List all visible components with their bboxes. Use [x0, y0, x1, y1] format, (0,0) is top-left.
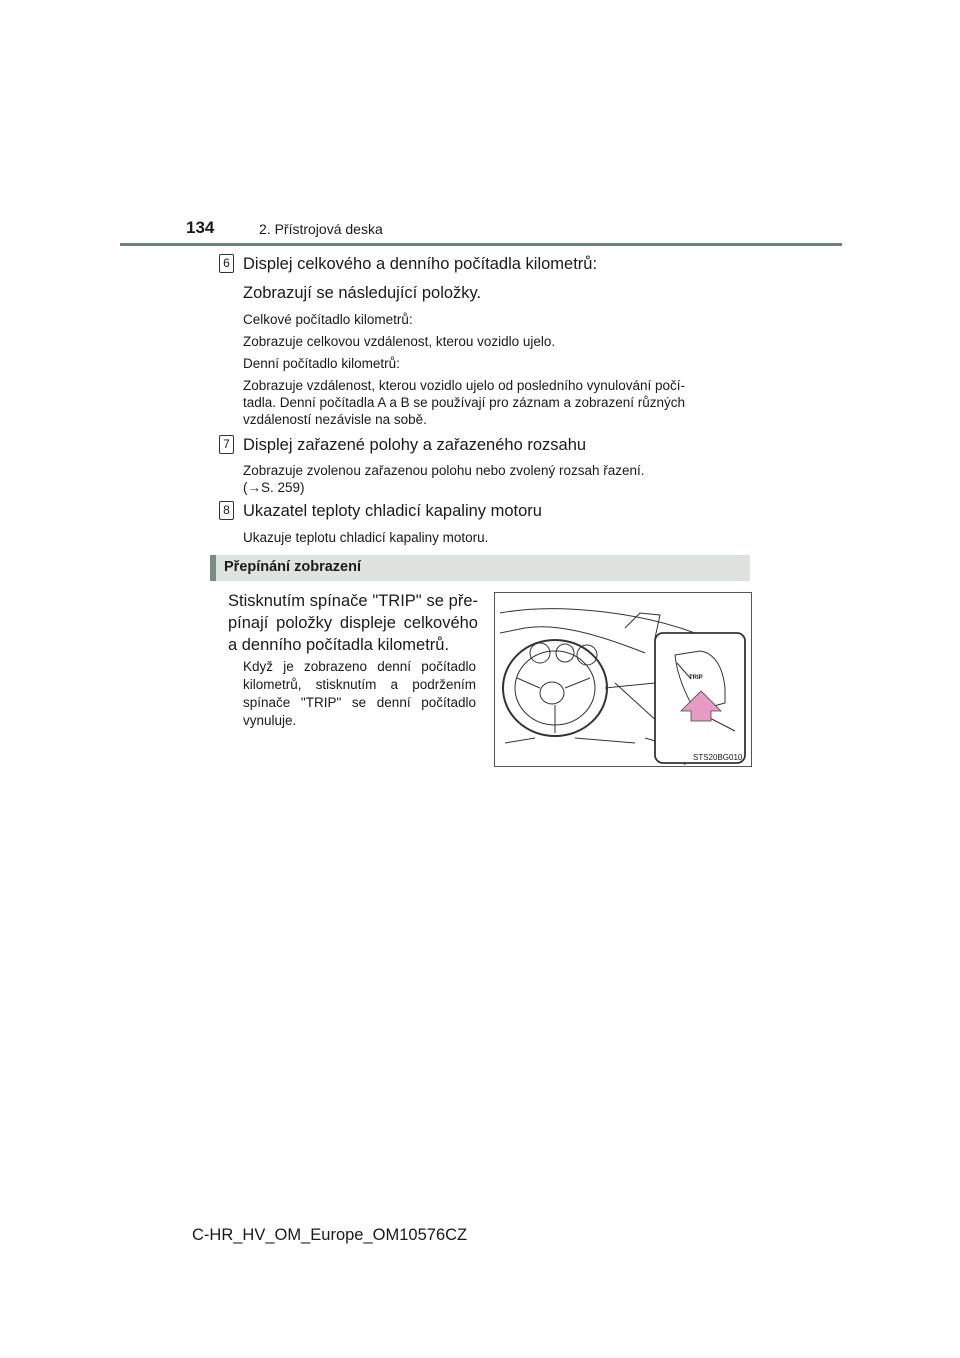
trip-button-label: TRIP — [689, 675, 703, 681]
note-line-4: vynuluje. — [243, 713, 297, 728]
item-badge-6: 6 — [219, 254, 234, 273]
section-title: Přepínání zobrazení — [224, 559, 361, 575]
page-number: 134 — [186, 218, 215, 237]
lead-line-1: Stisknutím spínače "TRIP" se pře- — [228, 592, 478, 610]
para-odometer-label: Celkové počítadlo kilometrů: — [243, 312, 413, 327]
para-shift-ref: (→S. 259) — [243, 480, 305, 495]
item-badge-8: 8 — [219, 501, 234, 520]
footer-doc-id: C-HR_HV_OM_Europe_OM10576CZ — [192, 1226, 468, 1244]
item-badge-7: 7 — [219, 435, 234, 454]
dashboard-illustration — [494, 592, 752, 767]
figure-code: STS20BG010 — [693, 753, 743, 762]
item-title-coolant: Ukazatel teploty chladicí kapaliny motoru — [243, 502, 542, 520]
para-shift-desc: Zobrazuje zvolenou zařazenou polohu nebo zvolený rozsah řazení. — [243, 463, 645, 478]
para-trip-label: Denní počítadlo kilometrů: — [243, 356, 400, 371]
chapter-title: 2. Přístrojová deska — [259, 221, 383, 237]
para-trip-desc-1: Zobrazuje vzdálenost, kterou vozidlo ujelo od posledního vynulování počí- — [243, 378, 686, 393]
para-trip-desc-2: tadla. Denní počítadla A a B se používají pro záznam a zobrazení různých — [243, 395, 686, 410]
para-odometer-desc: Zobrazuje celkovou vzdálenost, kterou vozidlo ujelo. — [243, 334, 556, 349]
note-line-2: kilometrů, stisknutím a podržením — [243, 677, 476, 692]
section-header — [210, 555, 750, 581]
lead-line-3: a denního počítadla kilometrů. — [228, 636, 450, 654]
para-trip-desc-3: vzdáleností nezávisle na sobě. — [243, 412, 427, 427]
header-rule — [120, 243, 842, 246]
note-line-3: spínače "TRIP" se denní počítadlo — [243, 695, 476, 710]
lead-line-2: pínají položky displeje celkového — [228, 614, 478, 632]
item-title-shift: Displej zařazené polohy a zařazeného rozsahu — [243, 436, 587, 454]
dashboard-drawing — [495, 593, 751, 766]
para-coolant-desc: Ukazuje teplotu chladicí kapaliny motoru. — [243, 530, 489, 545]
note-line-1: Když je zobrazeno denní počítadlo — [243, 659, 476, 674]
item-title-odometer: Displej celkového a denního počítadla kilometrů: — [243, 255, 598, 273]
section-accent — [210, 555, 216, 581]
item-subtitle-odometer: Zobrazují se následující položky. — [243, 284, 482, 302]
